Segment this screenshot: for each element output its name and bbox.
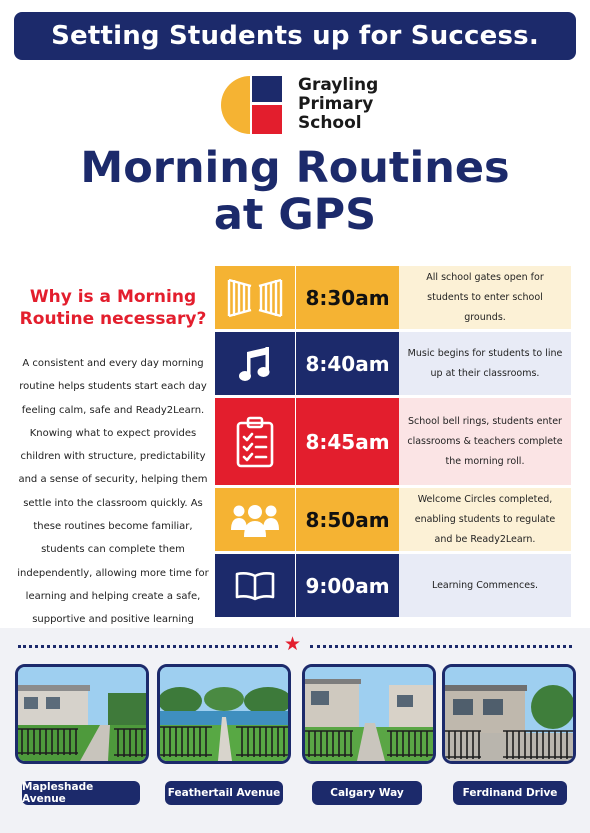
gate-photo-image (445, 667, 573, 761)
schedule-time: 8:30am (295, 266, 399, 329)
schedule-time: 8:45am (295, 398, 399, 485)
gate-photo-image (18, 667, 146, 761)
schedule-description: All school gates open for students to enter school grounds. (399, 266, 571, 329)
schedule-row-0845 (215, 398, 571, 485)
header-banner: Setting Students up for Success. (14, 12, 576, 60)
why-heading: Why is a Morning Routine necessary? (19, 287, 207, 329)
open-book-icon (235, 571, 275, 601)
schedule-row-0830 (215, 266, 571, 329)
schedule-description: Welcome Circles completed, enabling students to regulate and be Ready2Learn. (399, 488, 571, 551)
schedule-description: School bell rings, students enter classrooms & teachers complete the morning roll. (399, 398, 571, 485)
schedule-row-0900 (215, 554, 571, 617)
star-icon: ★ (284, 633, 302, 655)
gate-icon (226, 276, 284, 320)
schedule-row-0850 (215, 488, 571, 551)
gate-photo-mapleshade (15, 664, 149, 764)
gate-photo-feathertail (157, 664, 291, 764)
why-section (14, 286, 212, 655)
gate-label-calgary: Calgary Way (312, 781, 422, 805)
dotted-divider-left (18, 645, 278, 648)
school-logo-icon (220, 76, 282, 134)
why-body: A consistent and every day morning routine helps students start each day feeling calm, safe and Ready2Learn. Knowing what to expect provides children with structure, predictability and a sense of security, helping them settle into the classroom quickly. As these routines become familiar, students can complete them independently, allowing more time for learning and helping create a safe, supportive and positive learning (17, 358, 209, 626)
schedule-time: 8:50am (295, 488, 399, 551)
gate-photo-image (160, 667, 288, 761)
schedule-description: Music begins for students to line up at their classrooms. (399, 332, 571, 395)
gate-label-feathertail: Feathertail Avenue (165, 781, 283, 805)
page-title: Morning Routines (80, 143, 510, 193)
schedule-time: 9:00am (295, 554, 399, 617)
gate-photo-ferdinand (442, 664, 576, 764)
gate-photo-calgary (302, 664, 436, 764)
gate-label-mapleshade: Mapleshade Avenue (22, 781, 140, 805)
schedule-description: Learning Commences. (399, 554, 571, 617)
page-subtitle: at GPS (213, 190, 377, 240)
gate-photo-image (305, 667, 433, 761)
clipboard-checklist-icon (235, 416, 275, 468)
schedule-time: 8:40am (295, 332, 399, 395)
group-people-icon (230, 502, 280, 538)
music-note-icon (238, 346, 272, 382)
school-name: Grayling Primary School (298, 75, 379, 133)
schedule-row-0840 (215, 332, 571, 395)
schedule-table (215, 266, 571, 617)
school-logo (220, 74, 380, 136)
gate-label-ferdinand: Ferdinand Drive (453, 781, 567, 805)
dotted-divider-right (310, 645, 572, 648)
